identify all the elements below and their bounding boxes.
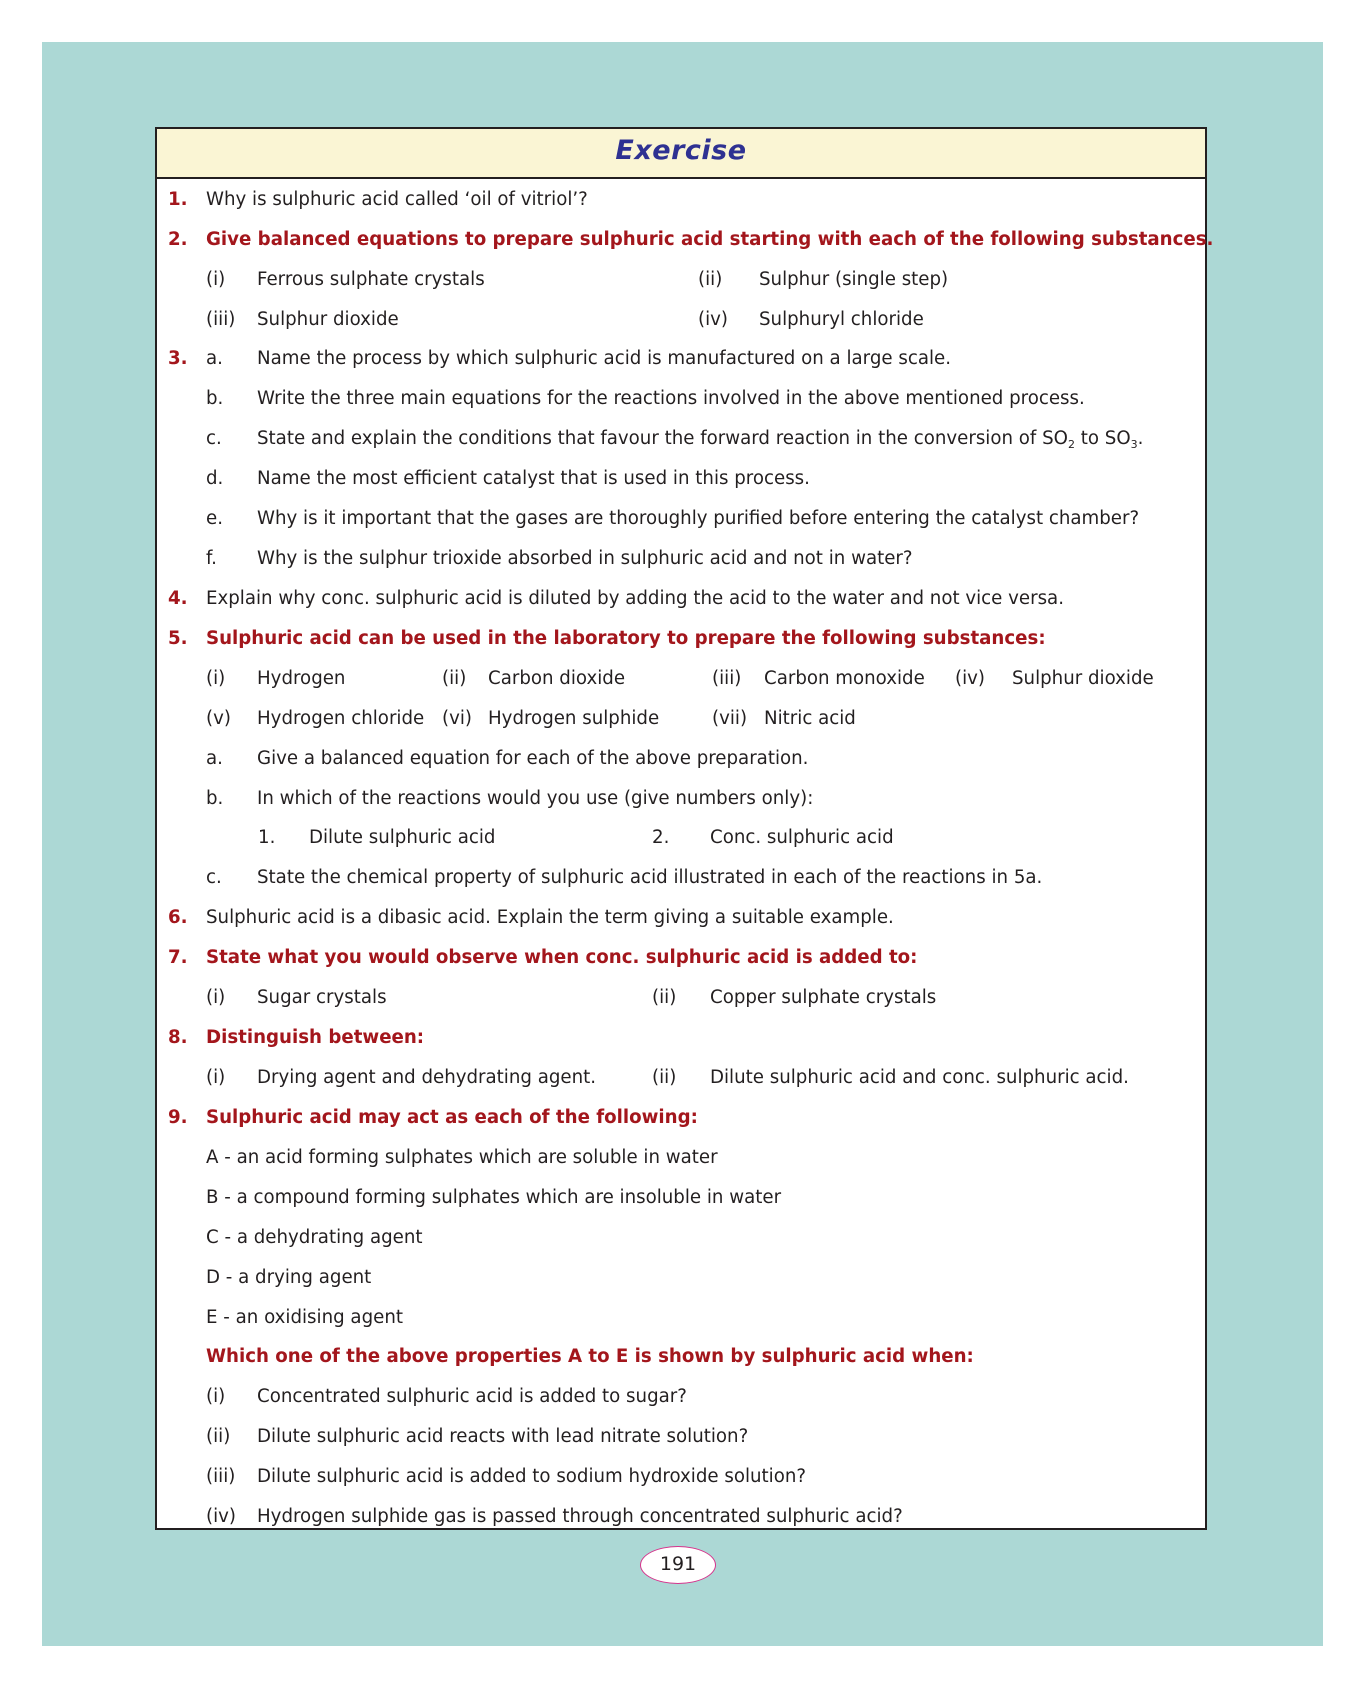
text-mid: to SO bbox=[1074, 428, 1131, 449]
item-label: a. bbox=[206, 748, 223, 769]
question-number: 9. bbox=[168, 1107, 188, 1128]
property-a bbox=[157, 1143, 1205, 1173]
item-label: (v) bbox=[206, 708, 231, 729]
item-text: Hydrogen sulphide bbox=[488, 708, 660, 729]
item-label: (i) bbox=[206, 668, 226, 689]
item-text: State the chemical property of sulphuric acid illustrated in each of the reactions in 5a. bbox=[257, 867, 1043, 888]
item-label: (ii) bbox=[206, 1426, 231, 1447]
item-label: (vi) bbox=[442, 708, 473, 729]
item-label: (iv) bbox=[206, 1506, 237, 1527]
item-text: Carbon dioxide bbox=[488, 668, 626, 689]
q9-item-2 bbox=[157, 1422, 1205, 1452]
item-label: e. bbox=[206, 508, 223, 529]
exercise-box bbox=[155, 127, 1214, 1530]
property-e bbox=[157, 1303, 1205, 1333]
item-label: c. bbox=[206, 867, 222, 888]
question-5a bbox=[157, 744, 1205, 774]
item-text: Dilute sulphuric acid reacts with lead nitrate solution? bbox=[257, 1426, 749, 1447]
item-label: (iii) bbox=[206, 1466, 236, 1487]
question-3e bbox=[157, 504, 1205, 534]
question-number: 2. bbox=[168, 229, 188, 250]
page-number: 191 bbox=[640, 1546, 716, 1584]
q9-item-3 bbox=[157, 1462, 1205, 1492]
question-text: Explain why conc. sulphuric acid is diluted by adding the acid to the water and not vice versa. bbox=[206, 588, 1064, 609]
property-text: E - an oxidising agent bbox=[206, 1307, 403, 1328]
text-post: . bbox=[1137, 428, 1144, 449]
question-5c bbox=[157, 863, 1205, 893]
property-text: A - an acid forming sulphates which are soluble in water bbox=[206, 1147, 718, 1168]
question-2 bbox=[157, 225, 1214, 255]
question-6 bbox=[157, 903, 1205, 933]
q5-substances-row-1 bbox=[157, 664, 1205, 694]
question-3c bbox=[157, 424, 1205, 454]
question-number: 6. bbox=[168, 907, 188, 928]
question-text: Why is sulphuric acid called ‘oil of vitriol’? bbox=[206, 189, 588, 210]
item-text: Hydrogen bbox=[257, 668, 346, 689]
item-label: d. bbox=[206, 468, 224, 489]
q5-substances-row-2 bbox=[157, 704, 1205, 734]
option-label: 2. bbox=[652, 827, 670, 848]
item-label: (ii) bbox=[698, 269, 723, 290]
item-label: (i) bbox=[206, 987, 226, 1008]
item-label: (ii) bbox=[442, 668, 467, 689]
q2-items-row-1 bbox=[157, 265, 1205, 295]
option-text: Dilute sulphuric acid bbox=[309, 827, 496, 848]
property-text: B - a compound forming sulphates which are insoluble in water bbox=[206, 1187, 782, 1208]
q9-prompt bbox=[157, 1342, 1205, 1372]
item-label: b. bbox=[206, 388, 224, 409]
item-text: Write the three main equations for the reactions involved in the above mentioned process. bbox=[257, 388, 1085, 409]
item-text: Ferrous sulphate crystals bbox=[257, 269, 485, 290]
item-text: Nitric acid bbox=[764, 708, 856, 729]
option-label: 1. bbox=[258, 827, 276, 848]
title-band bbox=[157, 129, 1205, 179]
item-label: (iii) bbox=[712, 668, 742, 689]
item-label: (iv) bbox=[955, 668, 986, 689]
item-label: (i) bbox=[206, 1067, 226, 1088]
question-3f bbox=[157, 544, 1205, 574]
q5b-options bbox=[157, 823, 1205, 853]
item-label: (vii) bbox=[712, 708, 748, 729]
q7-items bbox=[157, 983, 1205, 1013]
item-text: Sulphur (single step) bbox=[759, 269, 949, 290]
question-text: Give balanced equations to prepare sulphuric acid starting with each of the following substances. bbox=[206, 229, 1214, 250]
item-text: Sulphuryl chloride bbox=[759, 309, 924, 330]
item-text: Dilute sulphuric acid and conc. sulphuric acid. bbox=[710, 1067, 1129, 1088]
property-d bbox=[157, 1263, 1205, 1293]
item-text bbox=[257, 424, 1143, 454]
text-pre: State and explain the conditions that favour the forward reaction in the conversion of SO bbox=[257, 428, 1068, 449]
property-text: C - a dehydrating agent bbox=[206, 1227, 423, 1248]
question-4 bbox=[157, 584, 1205, 614]
q9-item-4 bbox=[157, 1502, 1205, 1532]
item-text: Sulphur dioxide bbox=[257, 309, 399, 330]
item-text: Name the process by which sulphuric acid is manufactured on a large scale. bbox=[257, 348, 951, 369]
item-label: (ii) bbox=[652, 1067, 677, 1088]
question-1 bbox=[157, 185, 1205, 215]
property-text: D - a drying agent bbox=[206, 1267, 372, 1288]
item-text: Drying agent and dehydrating agent. bbox=[257, 1067, 597, 1088]
question-text: Sulphuric acid is a dibasic acid. Explain the term giving a suitable example. bbox=[206, 907, 894, 928]
question-5 bbox=[157, 624, 1205, 654]
question-8 bbox=[157, 1023, 1205, 1053]
question-number: 8. bbox=[168, 1027, 188, 1048]
option-text: Conc. sulphuric acid bbox=[710, 827, 894, 848]
question-7 bbox=[157, 943, 1205, 973]
item-label: (i) bbox=[206, 1386, 226, 1407]
question-number: 7. bbox=[168, 947, 188, 968]
page-title: Exercise bbox=[615, 135, 747, 166]
item-label: b. bbox=[206, 788, 224, 809]
item-text: Why is it important that the gases are thoroughly purified before entering the catalyst chamber? bbox=[257, 508, 1140, 529]
item-text: Concentrated sulphuric acid is added to sugar? bbox=[257, 1386, 687, 1407]
item-text: Hydrogen chloride bbox=[257, 708, 425, 729]
item-label: (i) bbox=[206, 269, 226, 290]
question-number: 1. bbox=[168, 189, 188, 210]
item-text: Carbon monoxide bbox=[764, 668, 925, 689]
item-label: f. bbox=[206, 548, 217, 569]
item-label: (iii) bbox=[206, 309, 236, 330]
question-3b bbox=[157, 384, 1205, 414]
item-label: c. bbox=[206, 428, 222, 449]
item-text: Copper sulphate crystals bbox=[710, 987, 937, 1008]
item-text: Dilute sulphuric acid is added to sodium hydroxide solution? bbox=[257, 1466, 807, 1487]
item-text: Name the most efficient catalyst that is used in this process. bbox=[257, 468, 810, 489]
question-text: Distinguish between: bbox=[206, 1027, 425, 1048]
item-text: Hydrogen sulphide gas is passed through concentrated sulphuric acid? bbox=[257, 1506, 903, 1527]
property-c bbox=[157, 1223, 1205, 1253]
question-5b bbox=[157, 784, 1205, 814]
question-text: Sulphuric acid can be used in the laboratory to prepare the following substances: bbox=[206, 628, 1046, 649]
question-3a bbox=[157, 344, 1205, 374]
q9-item-1 bbox=[157, 1382, 1205, 1412]
question-9 bbox=[157, 1103, 1205, 1133]
item-text: Sugar crystals bbox=[257, 987, 387, 1008]
item-label: (ii) bbox=[652, 987, 677, 1008]
property-b bbox=[157, 1183, 1205, 1213]
q8-items bbox=[157, 1063, 1205, 1093]
question-text: State what you would observe when conc. sulphuric acid is added to: bbox=[206, 947, 918, 968]
item-label: a. bbox=[206, 348, 223, 369]
question-number: 4. bbox=[168, 588, 188, 609]
q2-items-row-2 bbox=[157, 305, 1205, 335]
item-text: Give a balanced equation for each of the above preparation. bbox=[257, 748, 809, 769]
item-text: Sulphur dioxide bbox=[1012, 668, 1154, 689]
subscript: 3 bbox=[1130, 438, 1138, 451]
question-text: Sulphuric acid may act as each of the following: bbox=[206, 1107, 698, 1128]
question-3d bbox=[157, 464, 1205, 494]
item-text: In which of the reactions would you use (give numbers only): bbox=[257, 788, 814, 809]
prompt-text: Which one of the above properties A to E is shown by sulphuric acid when: bbox=[206, 1346, 974, 1367]
item-label: (iv) bbox=[698, 309, 729, 330]
subscript: 2 bbox=[1067, 438, 1075, 451]
question-number: 5. bbox=[168, 628, 188, 649]
item-text: Why is the sulphur trioxide absorbed in sulphuric acid and not in water? bbox=[257, 548, 913, 569]
question-number: 3. bbox=[168, 348, 188, 369]
